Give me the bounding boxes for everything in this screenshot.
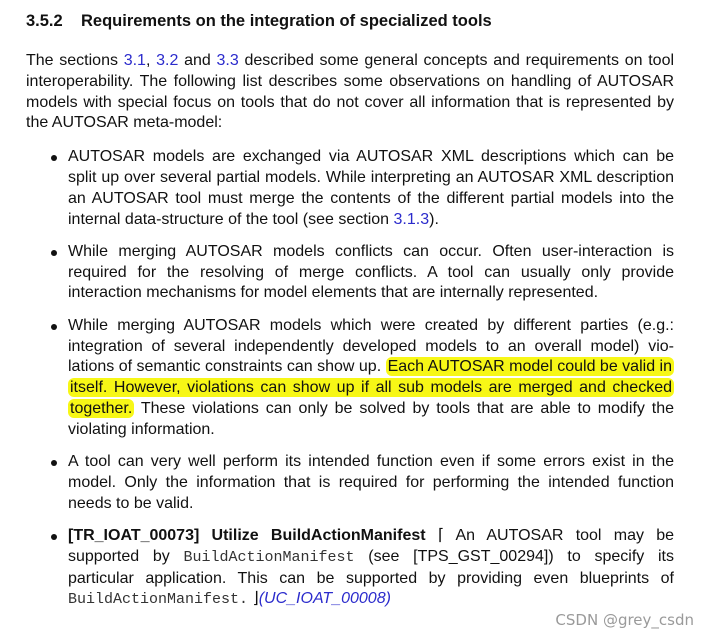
list-item xyxy=(26,452,674,514)
intro-paragraph xyxy=(26,51,674,134)
close-bracket: ⌋ xyxy=(248,590,259,608)
bullet-5-text-2: (see [TPS_GST_00294]) to specify its particular application. This can be supported by providing even blueprints of xyxy=(68,547,674,587)
bullet-1-end: ). xyxy=(429,210,439,228)
bullet-3-after: These violations can only be solved by tools that are able to modify the violating information. xyxy=(68,399,674,438)
trace-link[interactable]: (UC_IOAT_00008) xyxy=(258,590,391,608)
intro-text-1: The sections xyxy=(26,52,124,69)
bullet-icon xyxy=(51,534,57,540)
highlighted-text: Each AUTOSAR model could be valid in itself. However, violations can show up if all sub models are merged and checked together. xyxy=(70,358,672,417)
open-bracket: ⌈ xyxy=(425,526,456,544)
list-item xyxy=(26,526,674,611)
watermark: CSDN @grey_csdn xyxy=(555,611,694,629)
observation-list xyxy=(26,147,674,611)
link-section-3-2[interactable]: 3.2 xyxy=(156,52,179,69)
list-item xyxy=(26,242,674,304)
bullet-icon xyxy=(51,155,57,161)
link-section-3-1-3[interactable]: 3.1.3 xyxy=(393,210,430,228)
link-section-3-1[interactable]: 3.1 xyxy=(123,52,146,69)
bullet-icon xyxy=(51,460,57,466)
intro-text-3: and xyxy=(178,52,217,69)
document-page xyxy=(26,10,674,623)
code-build-action-manifest: BuildActionManifest xyxy=(183,548,355,566)
section-heading xyxy=(26,10,674,32)
intro-text-4: described some general concepts and requirements on tool interoperability. The following list describes some observations on handling of AUTOSAR models with special focus on tools that do not cover all information that is represented by the AUTOSAR meta-model: xyxy=(26,52,675,132)
intro-text-2: , xyxy=(145,52,157,69)
section-title: Requirements on the integration of specialized tools xyxy=(81,12,492,30)
section-number: 3.5.2 xyxy=(26,12,63,30)
bullet-icon xyxy=(51,324,57,330)
list-item xyxy=(26,316,674,441)
bullet-1-text: AUTOSAR models are exchanged via AUTOSAR XML descriptions which can be split up over several partial models. While interpreting an AUTOSAR XML description an AUTOSAR tool must merge the contents of the different partial models into the internal data-structure of the tool (see section xyxy=(68,148,674,228)
bullet-2-text: While merging AUTOSAR models conflicts can occur. Often user-interaction is required for the resolving of merge conflicts. A tool can usually only provide interaction mechanisms for model elements that are internally represented. xyxy=(68,242,674,302)
requirement-title: [TR_IOAT_00073] Utilize BuildActionManifest xyxy=(68,526,426,544)
link-section-3-3[interactable]: 3.3 xyxy=(216,52,239,69)
bullet-4-text: A tool can very well perform its intended function even if some errors exist in the model. Only the information that is required for performing the intended function needs to be valid. xyxy=(68,453,674,512)
list-item xyxy=(26,147,674,230)
code-build-action-manifest-2: BuildActionManifest. xyxy=(68,591,249,609)
bullet-5-text-1: An AUTOSAR tool may be supported by xyxy=(68,526,675,565)
bullet-icon xyxy=(51,250,57,256)
bullet-3-text: While merging AUTOSAR models which were created by different parties (e.g.: integration of several independently developed models to an overall model) vio-lations of semantic constraints can show up. xyxy=(68,316,674,376)
